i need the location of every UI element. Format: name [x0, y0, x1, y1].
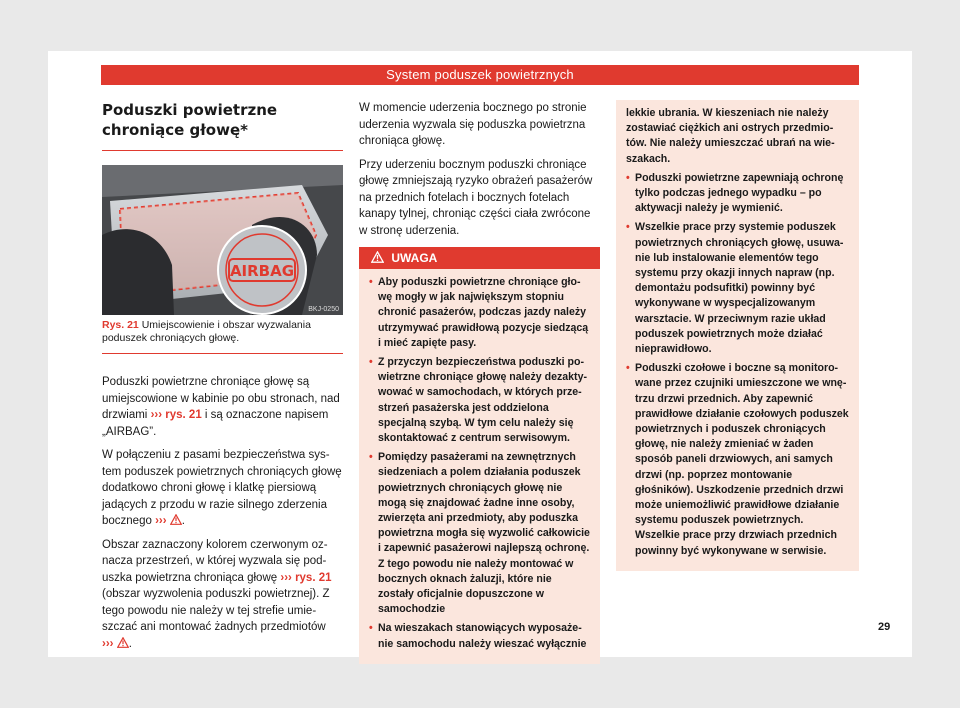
warning-triangle-icon[interactable]	[117, 637, 129, 648]
warning-title: UWAGA	[391, 251, 438, 265]
section-title: Poduszki powietrzne chroniące głowę*	[102, 100, 343, 151]
text-run: .	[128, 637, 132, 650]
reference-arrows: ›››	[280, 571, 292, 584]
column-1	[102, 100, 343, 659]
warning-header	[359, 247, 600, 269]
reference-arrows: ›››	[150, 409, 163, 421]
warning-body	[616, 100, 859, 571]
reference-arrows: ›››	[155, 515, 167, 527]
warning-item-text: Wszelkie prace przy systemie poduszek powietrznych chroniących głowę, usuwanie lub instalowanie elementów tego systemu przy okazji innych napraw (np. demontażu podsufitki) powinny być wykonywane w wyspecjalizowanym warsztacie. W przeciwnym razie układ poduszek powietrznych może działać nieprawidłowo.	[635, 221, 844, 356]
warning-item	[626, 220, 849, 357]
warning-item	[369, 275, 590, 351]
warning-item-text: Z przyczyn bezpieczeństwa poduszki powietrzne chroniące głowę należy dezaktywować w samochodach, w których przestrzeń pasażerska jest oddzielona specjalną szybą. W tym celu należy się skontaktować z centrum serwisowym.	[378, 356, 588, 445]
caption-text: Umiejscowienie i obszar wyzwalania poduszek chroniących głowę.	[102, 319, 311, 344]
airbag-figure	[102, 165, 343, 315]
figure-code: BKJ-0250	[308, 306, 339, 313]
warning-item-text: Poduszki powietrzne zapewniają ochronę tylko podczas jednego wypadku – po aktywacji należy je wymienić.	[635, 171, 844, 215]
caption-label: Rys. 21	[102, 319, 139, 331]
warning-item	[369, 450, 590, 617]
text-run: i są oznaczone napisem „AIRBAG”.	[102, 409, 329, 438]
paragraph	[102, 537, 343, 653]
warning-item-text: Aby poduszki powietrzne chroniące głowę mogły w jak największym stopniu chronić pasażerów, podczas jazdy należy utrzymywać prawidłową pozycje siedzącą i mieć zapięte pasy.	[378, 276, 589, 349]
bullet-icon: •	[626, 221, 630, 234]
bullet-icon: •	[369, 451, 373, 464]
warning-item-text: lekkie ubrania. W kieszeniach nie należy zostawiać ciężkich ani ostrych przedmiotów. Nie należy umieszczać ubrań na wieszakach.	[626, 107, 835, 165]
warning-item-text: Pomiędzy pasażerami na zewnętrznych siedzeniach a polem działania poduszek powietrznych chroniących głowę nie mogą się znajdować żadne inne osoby, zwierzęta ani przedmioty, aby poduszka powietrzna mogła się wyzwolić całkowicie i zapewnić pasażerowi najlepszą ochronę. Z tego powodu nie należy montować w bocznych oknach żaluzji, które nie zostały oficjalnie dopuszczone w samochodzie	[378, 451, 590, 616]
text-run: .	[181, 515, 185, 527]
bullet-icon: •	[369, 356, 373, 369]
paragraph: W momencie uderzenia bocznego po stronie uderzenia wyzwala się poduszka powietrzna chroniąca głowę.	[359, 102, 587, 147]
warning-continuation	[626, 106, 849, 167]
warning-box-continued	[616, 100, 859, 571]
text-run: Obszar zaznaczony kolorem czerwonym oznacza przestrzeń, w której wyzwala się poduszka powietrzna chroniąca głowę	[102, 538, 328, 584]
text-run: W połączeniu z pasami bezpieczeństwa system poduszek powietrznych chroniących głowę dodatkowo chroni głowę i klatkę piersiową jadących z przodu w razie silnego zderzenia bocznego	[102, 449, 342, 527]
figure-reference-link[interactable]: rys. 21	[295, 571, 332, 584]
figure-caption	[102, 319, 343, 354]
airbag-label: AIRBAG	[229, 262, 295, 280]
text-run: (obszar wyzwolenia poduszki powietrznej). Z tego powodu nie należy w tej strefie umieszczać ani montować żadnych przedmiotów	[102, 588, 330, 633]
car-interior-illustration	[102, 165, 343, 315]
warning-item	[626, 361, 849, 559]
paragraph: Przy uderzeniu bocznym poduszki chroniące głowę zmniejszają ryzyko obrażeń pasażerów na przednich fotelach i bocznych fotelach kanapy tylnej, chroniąc części ciała zwrócone w stronę uderzenia.	[359, 158, 593, 237]
bullet-icon: •	[369, 622, 373, 635]
bullet-icon: •	[626, 171, 630, 184]
text-run: Poduszki powietrzne chroniące głowę są umiejscowione w kabinie po obu stronach, nad drzwiami	[102, 376, 340, 421]
reference-arrows: ›››	[102, 637, 114, 650]
bullet-icon: •	[626, 362, 630, 375]
paragraph	[102, 374, 343, 440]
warning-item-text: Na wieszakach stanowiących wyposażenie samochodu należy wieszać wyłącznie	[378, 622, 587, 650]
warning-item	[369, 355, 590, 446]
warning-item	[369, 621, 590, 651]
bullet-icon: •	[369, 276, 373, 288]
page-number: 29	[878, 621, 891, 633]
warning-body	[359, 269, 600, 664]
warning-item-text: Poduszki czołowe i boczne są monitorowane przez czujniki umieszczone we wnętrzu drzwi przednich. Aby zapewnić prawidłowe działanie czołowych poduszek powietrznych i poduszek chroniących głowę, nie należy zmieniać w żaden sposób paneli drzwiowych, ani samych drzwi (np. poprzez montowanie głośników). Uszkodzenie przednich drzwi może uniemożliwić prawidłowe działanie systemu poduszek powietrznych. Wszelkie prace przy drzwiach przednich powinny być wykonywane w serwisie.	[635, 362, 849, 557]
chapter-header: System poduszek powietrznych	[101, 65, 859, 85]
figure-reference-link[interactable]: rys. 21	[165, 409, 202, 421]
warning-triangle-icon[interactable]	[170, 514, 182, 525]
warning-box	[359, 247, 600, 664]
warning-triangle-icon	[371, 251, 384, 263]
warning-item	[626, 171, 849, 217]
paragraph	[102, 447, 343, 530]
column-2	[359, 100, 600, 664]
